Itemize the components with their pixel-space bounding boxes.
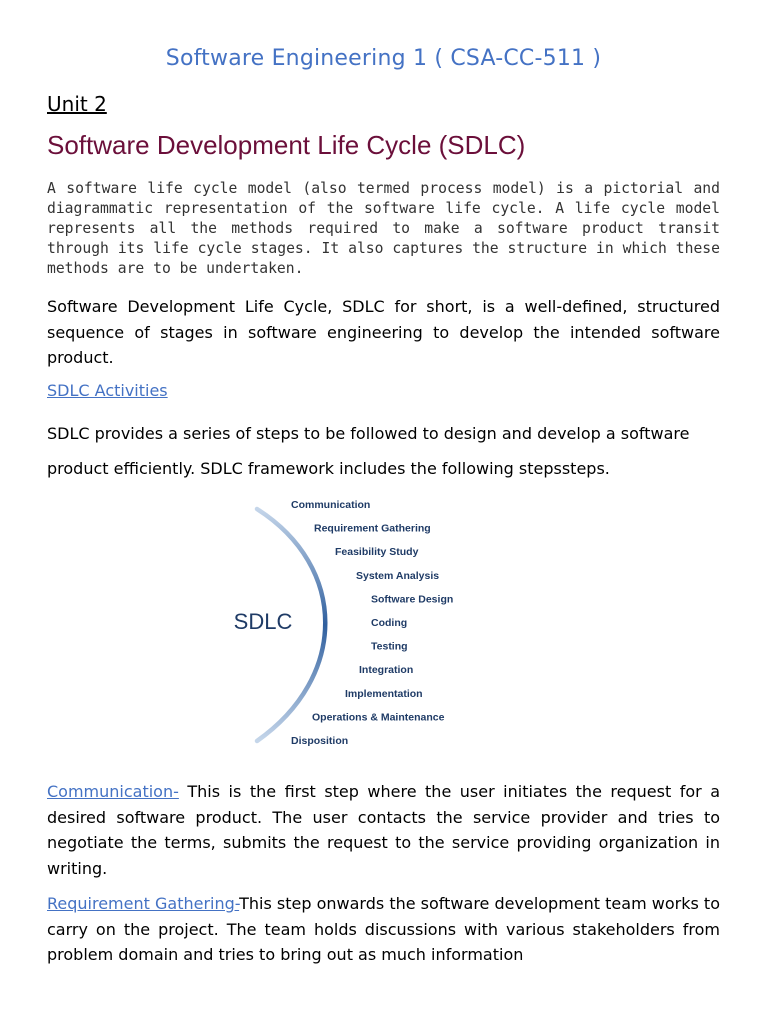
intro-paragraph: A software life cycle model (also termed process model) is a pictorial and diagrammatic representation of the software life cycle. A life cycle model represents all the methods required to make a software product transit through its life cycle stages. It also captures the structure in which these methods are to be undertaken. [47, 180, 720, 277]
communication-paragraph [47, 779, 720, 881]
course-title: Software Engineering 1 ( CSA-CC-511 ) [165, 46, 602, 71]
sdlc-diagram [183, 487, 525, 757]
sdlc-step-software-design: Software Design [371, 593, 454, 606]
section-heading: Software Development Life Cycle (SDLC) [47, 130, 526, 160]
communication-term-link[interactable]: Communication- [47, 782, 179, 801]
sdlc-center-label: SDLC [233, 609, 293, 634]
requirement-gathering-term-link[interactable]: Requirement Gathering- [47, 894, 240, 913]
sdlc-steps-list [291, 499, 453, 747]
sdlc-definition-paragraph: Software Development Life Cycle, SDLC for short, is a well-defined, structured sequence of stages in software engineering to develop the intended software product. [47, 297, 720, 367]
sdlc-step-implementation: Implementation [345, 687, 423, 700]
sdlc-step-integration: Integration [359, 664, 414, 677]
unit-label: Unit 2 [47, 92, 107, 116]
sdlc-step-testing: Testing [371, 640, 408, 653]
sdlc-step-disposition: Disposition [291, 735, 349, 747]
requirement-gathering-text: This step onwards the software development team works to carry on the project. The team holds discussions with various stakeholders from problem domain and tries to bring out as much information [47, 894, 720, 964]
sdlc-activities-link[interactable]: SDLC Activities [47, 381, 168, 400]
communication-text: This is the first step where the user initiates the request for a desired software product. The user contacts the service provider and tries to negotiate the terms, submits the request to the service providing organization in writing. [47, 782, 720, 878]
requirement-gathering-paragraph [47, 891, 720, 968]
sdlc-step-operations-maintenance: Operations & Maintenance [312, 711, 445, 724]
sdlc-step-system-analysis: System Analysis [356, 569, 440, 582]
sdlc-step-requirement-gathering: Requirement Gathering [314, 522, 431, 535]
sdlc-step-feasibility-study: Feasibility Study [335, 546, 419, 559]
sdlc-steps-intro-paragraph: SDLC provides a series of steps to be followed to design and develop a software product efficiently. SDLC framework includes the following stepssteps. [47, 424, 690, 478]
sdlc-step-coding: Coding [371, 617, 408, 629]
sdlc-step-communication: Communication [291, 499, 371, 511]
